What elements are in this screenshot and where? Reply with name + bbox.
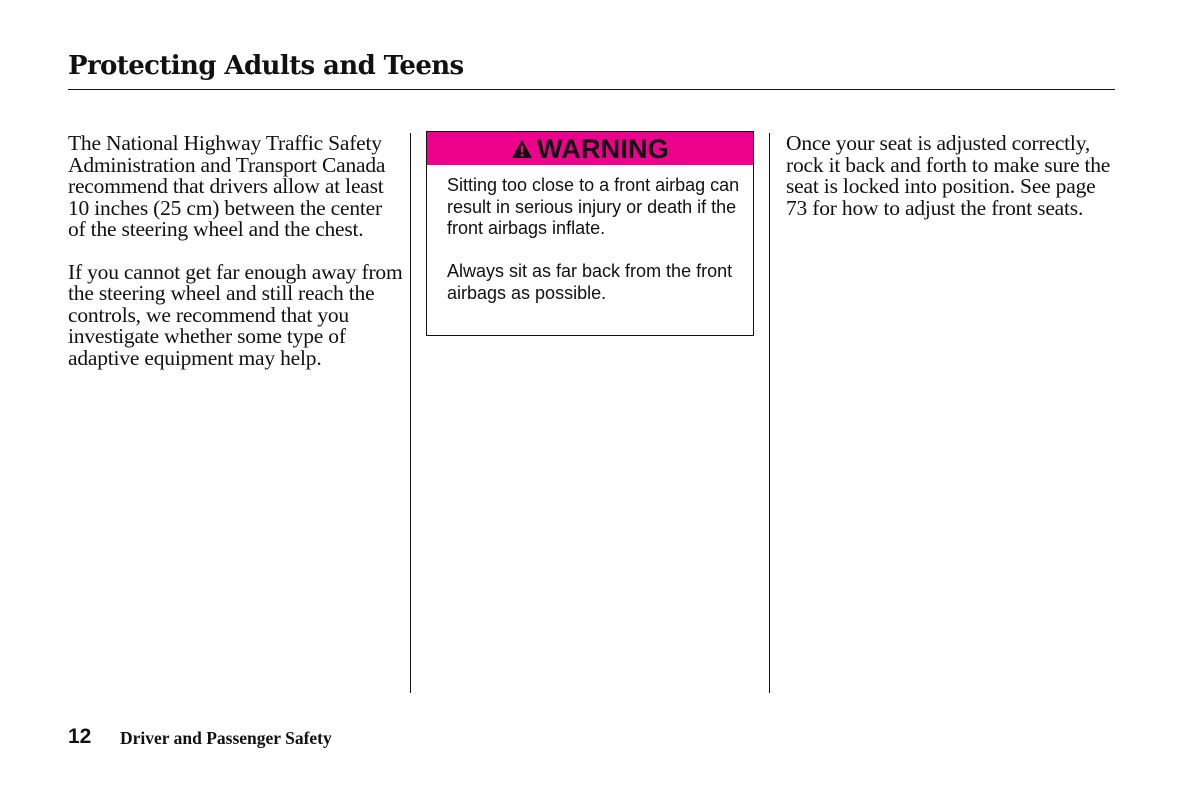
right-column	[786, 133, 1116, 219]
section-title: Driver and Passenger Safety	[120, 728, 332, 748]
page-number: 12	[68, 725, 92, 748]
column-divider-left	[410, 133, 411, 693]
column-divider-right	[769, 133, 770, 693]
warning-label: WARNING	[537, 133, 669, 164]
warning-triangle-icon	[511, 139, 533, 159]
warning-box	[426, 131, 754, 336]
title-divider	[68, 89, 1115, 90]
warning-body	[427, 165, 753, 304]
warning-header	[427, 132, 753, 165]
left-paragraph-1: The National Highway Traffic Safety Administration and Transport Canada recommend that drivers allow at least 10 inches (25 cm) between the center of the steering wheel and the chest.	[68, 131, 386, 241]
warning-paragraph-1: Sitting too close to a front airbag can result in serious injury or death if the front airbags inflate.	[447, 175, 740, 238]
left-column	[68, 133, 403, 369]
page-title: Protecting Adults and Teens	[68, 51, 464, 81]
left-paragraph-2: If you cannot get far enough away from the steering wheel and still reach the controls, we recommend that you investigate whether some type of adaptive equipment may help.	[68, 259, 403, 370]
right-paragraph-1: Once your seat is adjusted correctly, rock it back and forth to make sure the seat is locked into position. See page 73 for how to adjust the front seats.	[786, 131, 1111, 220]
warning-paragraph-2: Always sit as far back from the front airbags as possible.	[447, 261, 733, 303]
